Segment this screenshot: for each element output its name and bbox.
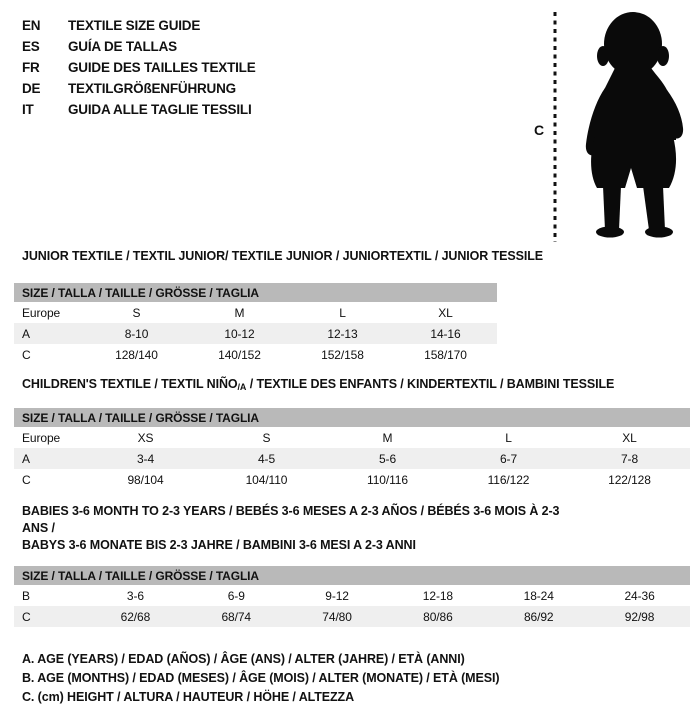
table-cell: S bbox=[132, 305, 141, 320]
table-header-row bbox=[14, 566, 690, 585]
table-cell: 9-12 bbox=[325, 588, 349, 603]
table-cell: L bbox=[339, 305, 346, 320]
table-cell: M bbox=[382, 430, 393, 445]
table-cell: 12-13 bbox=[327, 326, 358, 341]
table-row bbox=[14, 302, 497, 323]
table-cell: 158/170 bbox=[424, 347, 467, 362]
row-label: C bbox=[22, 472, 31, 487]
table-cell: 8-10 bbox=[124, 326, 149, 341]
table-cell: 86/92 bbox=[523, 609, 554, 624]
table-cell: 104/110 bbox=[245, 472, 288, 487]
language-code: DE bbox=[22, 81, 41, 96]
language-title: GUIDA ALLE TAGLIE TESSILI bbox=[68, 102, 252, 117]
size-header: SIZE / TALLA / TAILLE / GRÖSSE / TAGLIA bbox=[14, 566, 690, 585]
babies-section-title bbox=[22, 503, 582, 554]
table-cell: 3-4 bbox=[136, 451, 155, 466]
table-cell: 140/152 bbox=[218, 347, 261, 362]
children-size-table bbox=[14, 408, 690, 490]
table-row bbox=[14, 427, 690, 448]
language-title: GUÍA DE TALLAS bbox=[68, 39, 177, 54]
table-cell: 122/128 bbox=[608, 472, 651, 487]
row-label: Europe bbox=[22, 430, 61, 445]
row-label: C bbox=[22, 609, 31, 624]
junior-size-table bbox=[14, 283, 497, 365]
table-cell: 24-36 bbox=[624, 588, 655, 603]
table-cell: 5-6 bbox=[378, 451, 397, 466]
language-code: EN bbox=[22, 18, 41, 33]
table-cell: 68/74 bbox=[221, 609, 251, 624]
legend-line-height: C. (cm) HEIGHT / ALTURA / HAUTEUR / HÖHE / ALTEZZA bbox=[22, 690, 355, 704]
legend-line-age-years: A. AGE (YEARS) / EDAD (AÑOS) / ÂGE (ANS) / ALTER (JAHRE) / ETÀ (ANNI) bbox=[22, 652, 465, 666]
table-row bbox=[14, 469, 690, 490]
table-row bbox=[14, 448, 690, 469]
row-label: A bbox=[22, 326, 30, 341]
table-row bbox=[14, 606, 690, 627]
children-section-title bbox=[22, 377, 700, 395]
table-cell: L bbox=[505, 430, 512, 445]
table-cell: 80/86 bbox=[423, 609, 453, 624]
table-cell: 74/80 bbox=[322, 609, 352, 624]
table-cell: XL bbox=[438, 305, 453, 320]
table-cell: 128/140 bbox=[115, 347, 158, 362]
row-label: C bbox=[22, 347, 31, 362]
table-cell: S bbox=[262, 430, 271, 445]
table-cell: 6-9 bbox=[227, 588, 245, 603]
table-cell: 152/158 bbox=[321, 347, 364, 362]
table-cell: 4-5 bbox=[257, 451, 276, 466]
table-cell: 98/104 bbox=[127, 472, 164, 487]
junior-section-title: JUNIOR TEXTILE / TEXTIL JUNIOR/ TEXTILE JUNIOR / JUNIORTEXTIL / JUNIOR TESSILE bbox=[22, 249, 543, 263]
junior-textile-section bbox=[0, 246, 700, 365]
table-row bbox=[14, 323, 497, 344]
size-figure bbox=[528, 4, 696, 246]
legend bbox=[22, 650, 700, 707]
babies-title-line1: BABIES 3-6 MONTH TO 2-3 YEARS / BEBÉS 3-6 MESES A 2-3 AÑOS / BÉBÉS 3-6 MOIS À 2-3 ANS / bbox=[22, 504, 560, 535]
language-title: TEXTILE SIZE GUIDE bbox=[68, 18, 201, 33]
table-cell: 7-8 bbox=[620, 451, 639, 466]
children-title-pre: CHILDREN'S TEXTILE / TEXTIL NIÑO bbox=[22, 377, 238, 391]
table-header-row bbox=[14, 283, 497, 302]
table-cell: 3-6 bbox=[126, 588, 144, 603]
size-header: SIZE / TALLA / TAILLE / GRÖSSE / TAGLIA bbox=[14, 283, 497, 302]
row-label: A bbox=[22, 451, 30, 466]
legend-line-age-months: B. AGE (MONTHS) / EDAD (MESES) / ÂGE (MOIS) / ALTER (MONATE) / ETÀ (MESI) bbox=[22, 671, 500, 685]
row-label: B bbox=[22, 588, 30, 603]
children-textile-section bbox=[0, 377, 700, 490]
table-cell: 116/122 bbox=[487, 472, 530, 487]
table-row bbox=[14, 344, 497, 365]
language-title: GUIDE DES TAILLES TEXTILE bbox=[68, 60, 256, 75]
table-row bbox=[14, 585, 690, 606]
table-cell: 12-18 bbox=[422, 588, 453, 603]
children-title-post: / TEXTILE DES ENFANTS / KINDERTEXTIL / BAMBINI TESSILE bbox=[246, 377, 615, 391]
header-area bbox=[0, 0, 700, 246]
table-cell: 92/98 bbox=[624, 609, 655, 624]
language-code: IT bbox=[22, 102, 34, 117]
table-cell: XL bbox=[622, 430, 637, 445]
child-silhouette-figure bbox=[528, 4, 696, 246]
table-cell: XS bbox=[137, 430, 154, 445]
babies-textile-section bbox=[0, 503, 700, 627]
babies-size-table bbox=[14, 566, 690, 627]
table-cell: M bbox=[234, 305, 245, 320]
height-label: C bbox=[534, 122, 545, 138]
table-cell: 18-24 bbox=[523, 588, 554, 603]
babies-title-line2: BABYS 3-6 MONATE BIS 2-3 JAHRE / BAMBINI 3-6 MESI A 2-3 ANNI bbox=[22, 538, 416, 552]
table-cell: 62/68 bbox=[120, 609, 151, 624]
size-header: SIZE / TALLA / TAILLE / GRÖSSE / TAGLIA bbox=[14, 408, 690, 427]
language-code: FR bbox=[22, 60, 40, 75]
language-code: ES bbox=[22, 39, 40, 54]
language-title: TEXTILGRÖßENFÜHRUNG bbox=[68, 81, 236, 96]
child-silhouette bbox=[586, 12, 683, 238]
table-cell: 6-7 bbox=[499, 451, 518, 466]
row-label: Europe bbox=[22, 305, 61, 320]
table-cell: 10-12 bbox=[224, 326, 255, 341]
table-header-row bbox=[14, 408, 690, 427]
children-title-subscript: /A bbox=[237, 382, 247, 392]
table-cell: 14-16 bbox=[430, 326, 461, 341]
table-cell: 110/116 bbox=[367, 472, 408, 487]
